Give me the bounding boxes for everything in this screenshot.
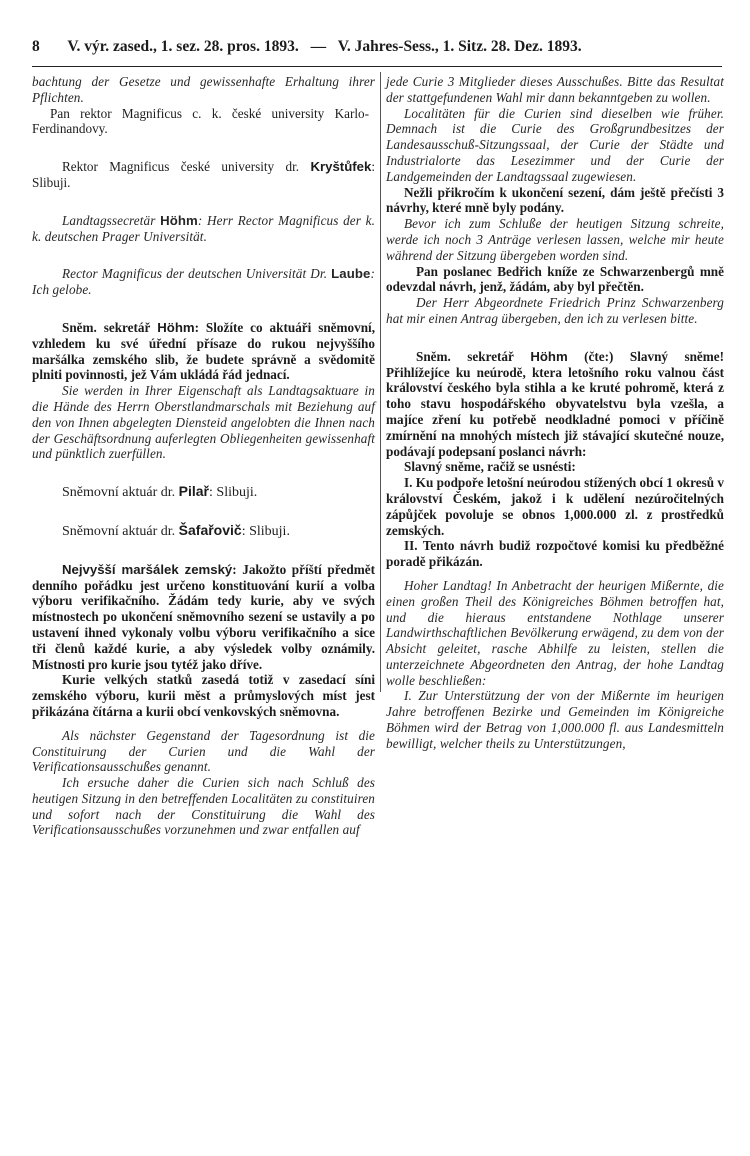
paragraph: Localitäten für die Curien sind dieselben wie früher. Demnach ist die Curie des Großgrundbesitzes der Landesausschuß-Sitzungssaal, der Curie der Städte und Industrialorte das Lesezimmer und der Curie der Landgemeinden der Landtagssaal zugewiesen. xyxy=(386,105,724,184)
paragraph: I. Zur Unterstützung der von der Mißernte im heurigen Jahre betroffenen Bezirke und Gemeinden im Königreiche Böhmen wird der Betrag von 1,000.000 fl. aus Landesmitteln bewilligt, welcher theils zu Unterstützungen, xyxy=(386,688,724,751)
paragraph: Der Herr Abgeordnete Friedrich Prinz Schwarzenberg hat mir einen Antrag übergeben, den ich zu verlesen bitte. xyxy=(386,295,724,326)
paragraph: Hoher Landtag! In Anbetracht der heurigen Mißernte, die einen großen Theil des Königreiches Böhmen betroffen hat, und die hieraus entstandene Nothlage unserer Landwirthschaftlichen Bevölkerung erwägend, zu dem von der Absicht geleitet, rasche Abhilfe zu leisten, stellen die unterzeichnete Abgeordneten den Antrag, der hohe Landtag wolle beschließen: xyxy=(386,577,724,688)
paragraph xyxy=(32,562,375,673)
paragraph-text: Sněm. sekretář xyxy=(62,319,158,335)
speaker-name: Laube xyxy=(331,266,371,282)
speaker-name: Kryštůfek xyxy=(310,159,372,175)
paragraph-text: : Herr Rector Magnificus der k. k. deutschen Prager Universität. xyxy=(32,212,375,244)
speaker-name: Höhm xyxy=(157,319,195,335)
paragraph: Sie werden in Ihrer Eigenschaft als Landtagsaktuare in die Hände des Herrn Oberstlandmarschals mit Beziehung auf den von Ihnen abgelegten Diensteid angelobten die Ihnen nach der Geschäftsordnung auferlegten Obliegenheiten gewissenhaft und pünktlich zuerfüllen. xyxy=(32,383,375,462)
page-header xyxy=(32,38,722,64)
paragraph-text: Rektor Magnificus české university dr. xyxy=(62,159,311,175)
paragraph xyxy=(32,523,375,540)
paragraph xyxy=(32,106,375,138)
speaker-name: Höhm xyxy=(530,348,568,364)
paragraph: Pan poslanec Bedřich kníže ze Schwarzenbergů mně odevzdal návrh, jenž, žádám, aby byl přečtěn. xyxy=(386,263,724,295)
speaker-name: Pilař xyxy=(178,483,210,500)
paragraph: Slavný sněme, račiž se usnésti: xyxy=(404,459,576,475)
paragraph: Kurie velkých statků zasedá totiž v zasedací síni zemského výboru, kurii měst a průmyslových míst jest přikázána čítárna a kurii obcí venkovských sněmovna. xyxy=(32,672,375,719)
right-column xyxy=(386,74,724,752)
paragraph-text: : Jakožto příští předmět denního pořádku jest určeno konstituování kurií a volba výboru verifikačního. Žádám tedy kurie, aby ve svých místnostech po ukončení sněmovního sezení se ustavily a po ustavení ihned vykonaly volbu výboru verifikačního a sice tři členů každé kurie, a aby výsledek volby oznámily. Místnosti pro kurie jsou tytéž jako dříve. xyxy=(32,561,375,672)
paragraph-text: : Slibuji. xyxy=(32,159,375,190)
paragraph-text: Sněm. sekretář xyxy=(416,348,531,364)
left-column xyxy=(32,74,375,838)
paragraph: jede Curie 3 Mitglieder dieses Ausschußes. Bitte das Resultat der stattgefundenen Wahl mir dann bekanntgeben zu wollen. xyxy=(386,74,724,105)
paragraph-text: : Slibuji. xyxy=(209,485,258,501)
paragraph-text: (čte:) Slavný sněme! Přihlížejíce ku neúrodě, ktera letošního roku valnou část království českého byla stihla a ke kruté pohromě, která z toho stavu hospodářského obyvatelstvu byla vzešla, a majíce zření ku potřebě neodkladné pomoci v příčině zmírnění na mnohých místech již stávající skutečné nouze, podávají podepsaní poslanci návrh: xyxy=(386,348,725,459)
paragraph: bachtung der Gesetze und gewissenhafte Erhaltung ihrer Pflichten. xyxy=(32,74,375,105)
column-divider xyxy=(380,72,381,692)
header-rule xyxy=(32,66,722,67)
paragraph-text: : Slibuji. xyxy=(241,523,290,539)
paragraph xyxy=(32,213,375,245)
speaker-name: Nejvyšší maršálek zemský xyxy=(62,561,233,577)
paragraph-text: Rector Magnificus der deutschen Universität Dr. xyxy=(62,266,332,282)
paragraph-text: Pan rektor Magnificus c. k. české university Karlo-Ferdinandovy. xyxy=(32,105,369,137)
paragraph xyxy=(32,159,375,191)
paragraph xyxy=(32,320,375,383)
header-dash: — xyxy=(310,38,327,55)
speaker-name: Šafařovič xyxy=(178,521,242,538)
paragraph xyxy=(32,484,375,501)
paragraph xyxy=(386,349,724,460)
paragraph-text: Sněmovní aktuár dr. xyxy=(62,523,179,539)
header-german: V. Jahres-Sess., 1. Sitz. 28. Dez. 1893. xyxy=(337,38,582,55)
paragraph-text: : Ich gelobe. xyxy=(32,266,375,298)
header-czech: V. výr. zased., 1. sez. 28. pros. 1893. xyxy=(67,38,299,55)
paragraph-text: Sněmovní aktuár dr. xyxy=(62,485,179,501)
paragraph: Als nächster Gegenstand der Tagesordnung ist die Constituirung der Curien und die Wahl der Verificationsausschußes genannt. xyxy=(32,727,375,775)
paragraph xyxy=(32,266,375,298)
paragraph-text: : Složíte co aktuáři sněmovní, vzhledem ku své úřední přísaze do rukou nejvyššího maršálka zemského slib, že budete správně a svědomitě plniti povinnosti, jež Vám ukládá řád jednací. xyxy=(32,319,375,383)
paragraph: Nežli přikročím k ukončení sezení, dám ještě přečísti 3 návrhy, které mně byly podány. xyxy=(386,184,724,216)
page-number: 8 xyxy=(32,38,40,55)
paragraph: Ich ersuche daher die Curien sich nach Schluß des heutigen Sitzung in den betreffenden Localitäten zu constituiren und sofort nach der Constituirung die Wahl des Verificationsausschußes vorzunehmen und zwar entfallen auf xyxy=(32,775,375,838)
paragraph-text: Landtagssecretär xyxy=(62,212,161,228)
paragraph: Bevor ich zum Schluße der heutigen Sitzung schreite, werde ich noch 3 Anträge verlesen lassen, welche mir heute während der Sitzung übergeben worden sind. xyxy=(386,216,724,263)
paragraph: I. Ku podpoře letošní neúrodou stížených obcí 1 okresů v království Českém, jakož i k udělení nezúročitelných zápůjček povoluje se obnos 1,000.000 zl. z prostředků zemských. xyxy=(386,475,724,538)
paragraph: II. Tento návrh budiž rozpočtové komisi ku předběžné poradě přikázán. xyxy=(386,538,724,570)
speaker-name: Höhm xyxy=(160,212,198,228)
